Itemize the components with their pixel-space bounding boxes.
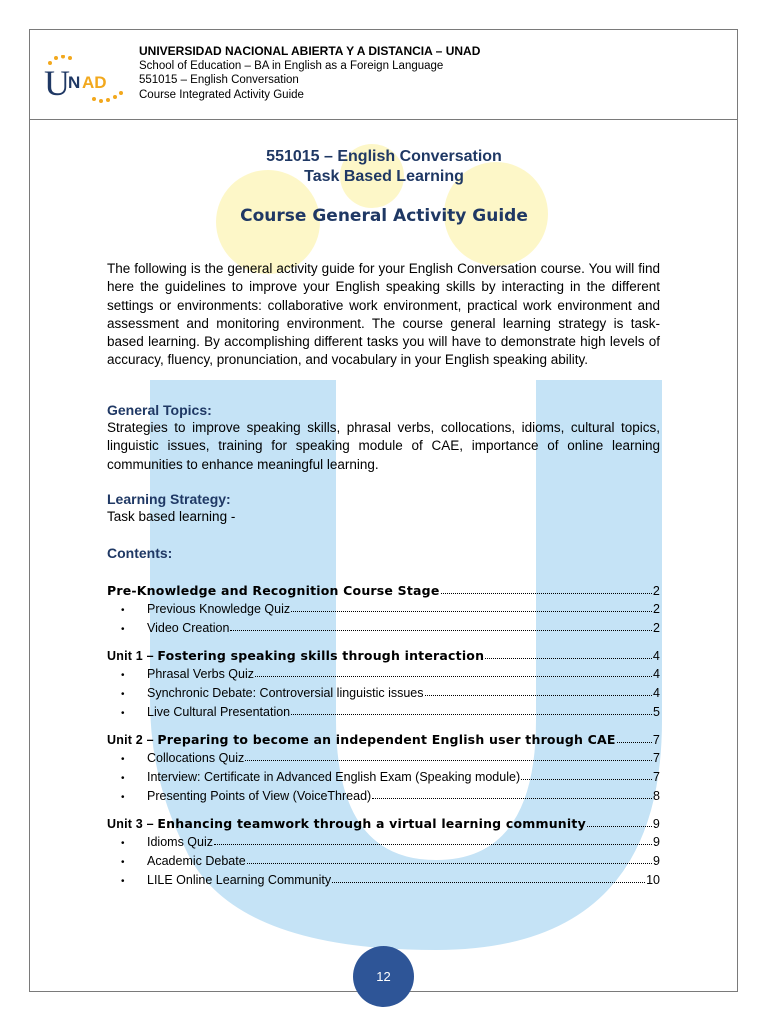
general-topics-heading: General Topics: [107, 402, 212, 418]
toc-section-title: Enhancing teamwork through a virtual learning community [157, 816, 586, 831]
toc-page-number: 4 [652, 649, 660, 663]
toc-leader [255, 676, 652, 677]
learning-strategy-heading: Learning Strategy: [107, 491, 231, 507]
course-line: 551015 – English Conversation [139, 74, 299, 86]
guide-title: Course General Activity Guide [240, 206, 528, 226]
table-of-contents [107, 580, 660, 890]
toc-item-label: Previous Knowledge Quiz [147, 602, 291, 616]
bullet-icon: • [121, 605, 125, 616]
toc-section[interactable] [107, 580, 660, 598]
toc-page-number: 10 [646, 873, 660, 887]
intro-paragraph: The following is the general activity guide for your English Conversation course. You will find here the guidelines to improve your English speaking skills by interacting in the different settings or environments: collaborative work environment, practical work environment and assessment and monitoring environment. The course general learning strategy is task-based learning. By accomplishing different tasks you will have to demonstrate high levels of accuracy, fluency, pronunciation, and vocabulary in your English speaking ability. [107, 261, 660, 368]
toc-item[interactable] [121, 682, 660, 700]
contents-heading: Contents: [107, 545, 173, 561]
toc-leader [291, 714, 652, 715]
toc-section[interactable] [107, 729, 660, 747]
toc-section-title: Pre-Knowledge and Recognition Course Stage [107, 583, 440, 598]
toc-page-number: 7 [653, 751, 660, 765]
toc-page-number: 7 [653, 770, 660, 784]
toc-page-number: 8 [653, 789, 660, 803]
page-number-badge [353, 946, 414, 1007]
toc-page-number: 5 [653, 705, 660, 719]
toc-section[interactable] [107, 645, 660, 663]
bullet-icon: • [121, 773, 125, 784]
bullet-icon: • [121, 792, 125, 803]
toc-item-label: Video Creation [147, 621, 230, 635]
toc-item-label: Interview: Certificate in Advanced English Exam (Speaking module) [147, 770, 521, 784]
svg-text:AD: AD [82, 73, 107, 92]
toc-item-label: Synchronic Debate: Controversial linguistic issues [147, 686, 424, 700]
toc-section-prefix: Unit 3 – [107, 817, 158, 831]
bullet-icon: • [121, 857, 125, 868]
toc-item-label: Live Cultural Presentation [147, 705, 291, 719]
bullet-icon: • [121, 670, 125, 681]
toc-page-number: 9 [653, 835, 660, 849]
toc-page-number: 9 [653, 854, 660, 868]
toc-page-number: 2 [652, 584, 660, 598]
toc-leader [230, 630, 652, 631]
guide-line: Course Integrated Activity Guide [139, 88, 304, 101]
bullet-icon: • [121, 838, 125, 849]
toc-item[interactable] [121, 831, 660, 849]
toc-leader [245, 760, 652, 761]
toc-item[interactable] [121, 663, 660, 681]
toc-leader [425, 695, 653, 696]
toc-leader [291, 611, 652, 612]
bullet-icon: • [121, 708, 125, 719]
toc-item-label: Idioms Quiz [147, 835, 213, 849]
svg-text:N: N [68, 73, 81, 92]
toc-item[interactable] [121, 785, 660, 803]
toc-item[interactable] [121, 598, 660, 616]
school-line: School of Education – BA in English as a Foreign Language [139, 59, 444, 72]
toc-item-label: Phrasal Verbs Quiz [147, 667, 254, 681]
header-text [139, 44, 480, 102]
toc-item[interactable] [121, 617, 660, 635]
university-name: UNIVERSIDAD NACIONAL ABIERTA Y A DISTANCIA – UNAD [139, 44, 481, 58]
toc-item[interactable] [121, 701, 660, 719]
bullet-icon: • [121, 876, 125, 887]
toc-item-label: Academic Debate [147, 854, 246, 868]
toc-page-number: 4 [653, 667, 660, 681]
toc-page-number: 2 [653, 621, 660, 635]
toc-leader [372, 798, 652, 799]
toc-item[interactable] [121, 747, 660, 765]
toc-page-number: 4 [653, 686, 660, 700]
toc-leader [332, 882, 645, 883]
toc-leader [485, 658, 652, 659]
toc-leader [587, 826, 652, 827]
course-subtitle: Task Based Learning [304, 168, 464, 185]
bullet-icon: • [121, 754, 125, 765]
learning-strategy-text: Task based learning - [107, 509, 236, 524]
bullet-icon: • [121, 624, 125, 635]
bullet-icon: • [121, 689, 125, 700]
toc-section[interactable] [107, 813, 660, 831]
toc-page-number: 9 [652, 817, 660, 831]
toc-section-prefix: Unit 2 – [107, 733, 158, 747]
toc-item-label: LILE Online Learning Community [147, 873, 332, 887]
toc-section-title: Preparing to become an independent English user through CAE [157, 732, 616, 747]
toc-leader [521, 779, 652, 780]
toc-page-number: 7 [652, 733, 660, 747]
toc-item[interactable] [121, 850, 660, 868]
toc-item[interactable] [121, 766, 660, 784]
svg-text:U: U [44, 63, 70, 103]
unad-logo [44, 55, 126, 105]
toc-leader [247, 863, 652, 864]
toc-leader [617, 742, 652, 743]
toc-section-title: Fostering speaking skills through interaction [157, 648, 485, 663]
toc-item[interactable] [121, 869, 660, 887]
toc-item-label: Collocations Quiz [147, 751, 245, 765]
toc-leader [441, 593, 652, 594]
course-title: 551015 – English Conversation [266, 148, 502, 165]
general-topics-text: Strategies to improve speaking skills, phrasal verbs, collocations, idioms, cultural topics, linguistic issues, training for speaking module of CAE, importance of online learning communities to enhance meaningful learning. [107, 420, 660, 472]
toc-section-prefix: Unit 1 – [107, 649, 158, 663]
toc-leader [214, 844, 652, 845]
toc-item-label: Presenting Points of View (VoiceThread) [147, 789, 372, 803]
toc-page-number: 2 [653, 602, 660, 616]
page-number: 12 [376, 969, 391, 984]
header-divider [29, 119, 738, 120]
